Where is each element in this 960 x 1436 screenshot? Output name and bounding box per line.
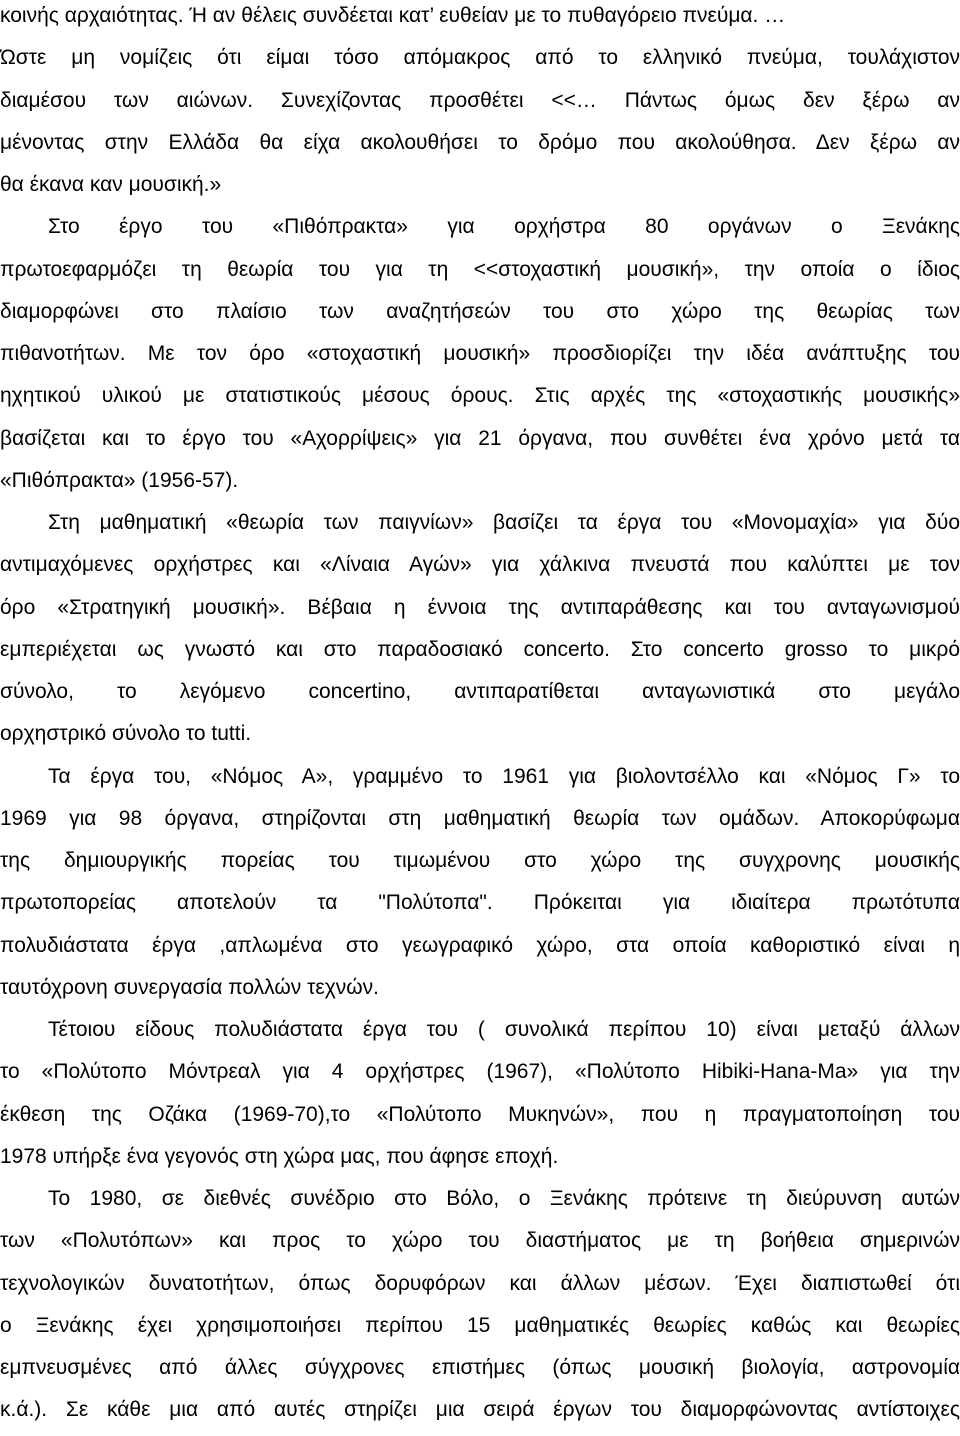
text-line: ταυτόχρονη συνεργασία πολλών τεχνών.	[0, 975, 379, 999]
text-line: διαμορφώνει στο πλαίσιο των αναζητήσεών του στο χώρο της θεωρίας των	[0, 299, 960, 323]
text-line: θα έκανα καν μουσική.»	[0, 173, 222, 196]
paragraph-first-line: Τα έργα του, «Νόμος Α», γραμμένο το 1961 για βιολοντσέλλο και «Νόμος Γ» το	[48, 764, 960, 788]
text-line: ηχητικού υλικού με στατιστικούς μέσους όρους. Στις αρχές της «στοχαστικής μουσικής»	[0, 384, 960, 408]
text-line: αντιμαχόμενες ορχήστρες και «Λίναια Αγών» για χάλκινα πνευστά που καλύπτει με τον	[0, 553, 960, 577]
text-line: εμπεριέχεται ως γνωστό και στο παραδοσιακό concerto. Στο concerto grosso το μικρό	[0, 637, 960, 661]
text-line: πιθανοτήτων. Με τον όρο «στοχαστική μουσική» προσδιορίζει την ιδέα ανάπτυξης του	[0, 342, 960, 365]
paragraph-first-line: Το 1980, σε διεθνές συνέδριο στο Βόλο, ο Ξενάκης πρότεινε τη διεύρυνση αυτών	[48, 1187, 960, 1210]
text-line: τεχνολογικών δυνατοτήτων, όπως δορυφόρων και άλλων μέσων. Έχει διαπιστωθεί ότι	[0, 1271, 960, 1295]
text-line: Ώστε μη νομίζεις ότι είμαι τόσο απόμακρος από το ελληνικό πνεύμα, τουλάχιστον	[0, 46, 960, 70]
text-line: ορχηστρικό σύνολο το tutti.	[0, 722, 252, 746]
text-line: διαμέσου των αιώνων. Συνεχίζοντας προσθέτει <<… Πάντως όμως δεν ξέρω αν	[0, 88, 960, 112]
text-line: πολυδιάστατα έργα ,απλωμένα στο γεωγραφικό χώρο, στα οποία καθοριστικό είναι η	[0, 933, 960, 957]
text-line: βασίζεται και το έργο του «Αχορρίψεις» για 21 όργανα, που συνθέτει ένα χρόνο μετά τα	[0, 426, 960, 450]
text-line: κ.ά.). Σε κάθε μια από αυτές στηρίζει μια σειρά έργων του διαμορφώνοντας αντίστοιχες	[0, 1398, 960, 1422]
text-line: πρωτοπορείας αποτελούν τα "Πολύτοπα". Πρόκειται για ιδιαίτερα πρωτότυπα	[0, 891, 960, 915]
text-line: 1978 υπήρξε ένα γεγονός στη χώρα μας, που άφησε εποχή.	[0, 1144, 559, 1168]
text-line: το «Πολύτοπο Μόντρεαλ για 4 ορχήστρες (1967), «Πολύτοπο Hibiki-Hana-Ma» για την	[0, 1060, 960, 1084]
text-line: «Πιθόπρακτα» (1956-57).	[0, 468, 239, 492]
paragraph-first-line: Στο έργο του «Πιθόπρακτα» για ορχήστρα 80 οργάνων ο Ξενάκης	[48, 215, 960, 239]
text-line: όρο «Στρατηγική μουσική». Βέβαια η έννοια της αντιπαράθεσης και του ανταγωνισμού	[0, 595, 960, 619]
text-line: της δημιουργικής πορείας του τιμωμένου στο χώρο της συγχρονης μουσικής	[0, 849, 960, 872]
paragraph-first-line: Τέτοιου είδους πολυδιάστατα έργα του ( συνολικά περίπου 10) είναι μεταξύ άλλων	[48, 1018, 960, 1041]
text-line: των «Πολυτόπων» και προς το χώρο του διαστήματος με τη βοήθεια σημερινών	[0, 1229, 960, 1253]
text-line: κοινής αρχαιότητας. Ή αν θέλεις συνδέεται κατ’ ευθείαν με το πυθαγόρειο πνεύμα. …	[0, 4, 786, 27]
text-line: έκθεση της Οζάκα (1969-70),το «Πολύτοπο Μυκηνών», που η πραγματοποίηση του	[0, 1102, 960, 1126]
text-line: πρωτοεφαρμόζει τη θεωρία του για τη <<στοχαστική μουσική», την οποία ο ίδιος	[0, 257, 960, 281]
paragraph-first-line: Στη μαθηματική «θεωρία των παιγνίων» βασίζει τα έργα του «Μονομαχία» για δύο	[48, 511, 960, 534]
text-line: μένοντας στην Ελλάδα θα είχα ακολουθήσει το δρόμο που ακολούθησα. Δεν ξέρω αν	[0, 130, 960, 154]
text-line: 1969 για 98 όργανα, στηρίζονται στη μαθηματική θεωρία των ομάδων. Αποκορύφωμα	[0, 806, 960, 830]
text-line: εμπνευσμένες από άλλες σύγχρονες επιστήμες (όπως μουσική βιολογία, αστρονομία	[0, 1356, 960, 1379]
text-line: ο Ξενάκης έχει χρησιμοποιήσει περίπου 15 μαθηματικές θεωρίες καθώς και θεωρίες	[0, 1313, 960, 1337]
text-line: σύνολο, το λεγόμενο concertino, αντιπαρατίθεται ανταγωνιστικά στο μεγάλο	[0, 680, 960, 703]
